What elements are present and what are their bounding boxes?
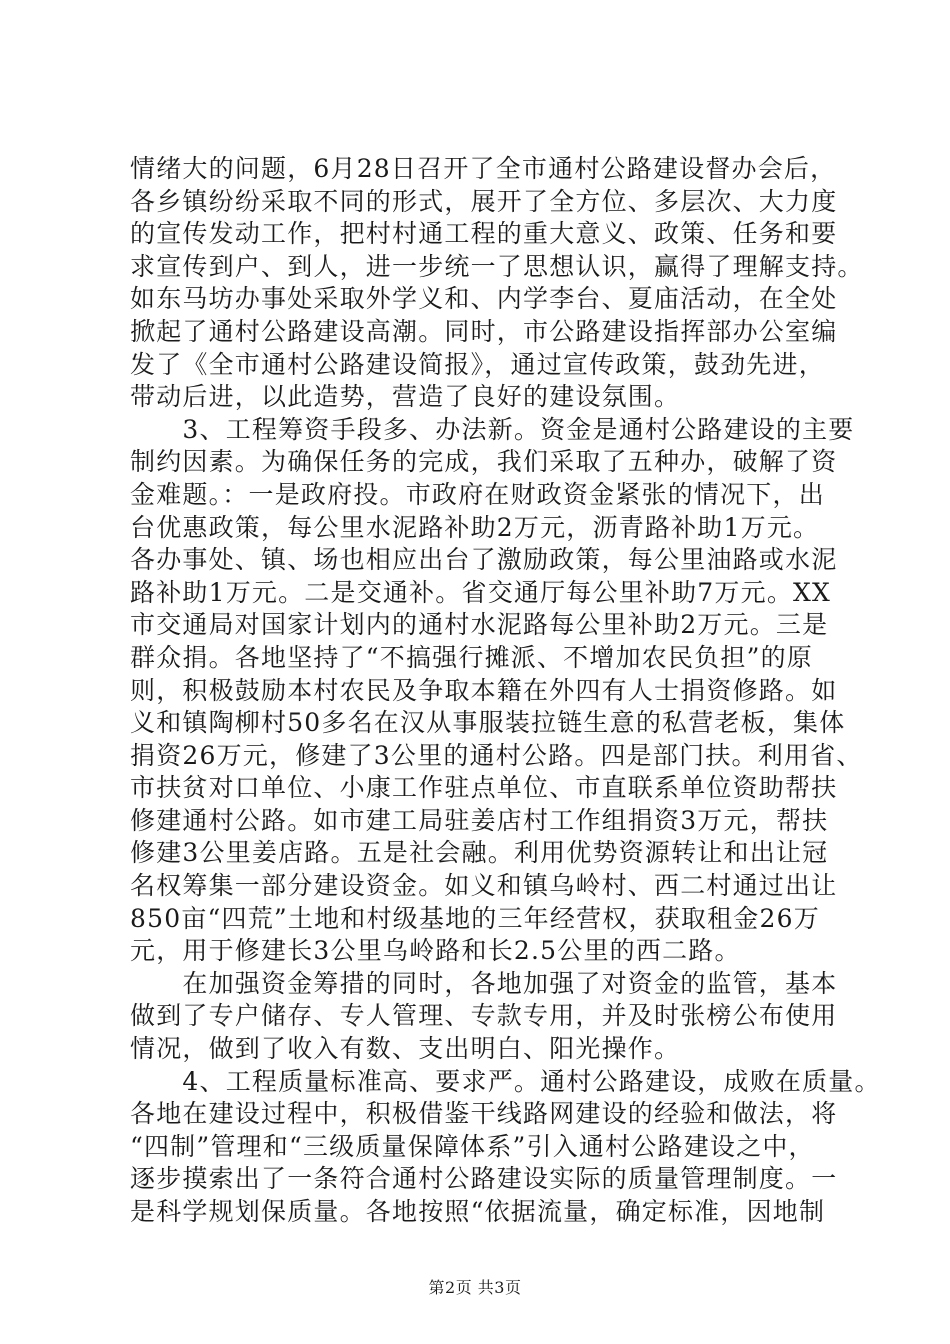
text-line: 各办事处、镇、场也相应出台了激励政策，每公里油路或水泥 bbox=[130, 545, 838, 575]
text-line: 各乡镇纷纷采取不同的形式，展开了全方位、多层次、大力度 bbox=[130, 186, 838, 216]
text-line: 3、工程筹资手段多、办法新。资金是通村公路建设的主要 bbox=[130, 414, 855, 444]
text-line: 做到了专户储存、专人管理、专款专用，并及时张榜公布使用 bbox=[130, 1001, 838, 1031]
text-line: 是科学规划保质量。各地按照“依据流量，确定标准，因地制 bbox=[130, 1197, 826, 1226]
text-line: 情况，做到了收入有数、支出明白、阳光操作。 bbox=[130, 1034, 681, 1064]
text-line: “四制”管理和“三级质量保障体系”引入通村公路建设之中， bbox=[130, 1131, 815, 1161]
text-line: 金难题。：一是政府投。市政府在财政资金紧张的情况下，出 bbox=[130, 479, 825, 509]
text-line: 的宣传发动工作，把村村通工程的重大意义、政策、任务和要 bbox=[130, 219, 838, 249]
text-line: 群众捐。各地坚持了“不搞强行摊派、不增加农民负担”的原 bbox=[130, 642, 813, 672]
text-line: 则，积极鼓励本村农民及争取本籍在外四有人士捐资修路。如 bbox=[130, 675, 838, 705]
text-line: 修建通村公路。如市建工局驻姜店村工作组捐资3万元，帮扶 bbox=[130, 805, 829, 835]
text-line: 市交通局对国家计划内的通村水泥路每公里补助2万元。三是 bbox=[130, 610, 829, 640]
text-line: 路补助1万元。二是交通补。省交通厅每公里补助7万元。XX bbox=[130, 577, 832, 607]
body-text bbox=[130, 153, 881, 1229]
text-line: 义和镇陶柳村50多名在汉从事服装拉链生意的私营老板，集体 bbox=[130, 708, 846, 738]
text-line: 850亩“四荒”土地和村级基地的三年经营权，获取租金26万 bbox=[130, 903, 820, 933]
text-line: 修建3公里姜店路。五是社会融。利用优势资源转让和出让冠 bbox=[130, 838, 829, 868]
text-line: 情绪大的问题，6月28日召开了全市通村公路建设督办会后， bbox=[130, 154, 837, 183]
page-footer: 第2页 共3页 bbox=[428, 1278, 522, 1297]
text-line: 如东马坊办事处采取外学义和、内学李台、夏庙活动，在全处 bbox=[130, 284, 838, 314]
text-line: 逐步摸索出了一条符合通村公路建设实际的质量管理制度。一 bbox=[130, 1164, 838, 1194]
text-line: 元，用于修建长3公里乌岭路和长2.5公里的西二路。 bbox=[130, 936, 741, 966]
text-line: 4、工程质量标准高、要求严。通村公路建设，成败在质量。 bbox=[130, 1066, 881, 1096]
text-line: 带动后进，以此造势，营造了良好的建设氛围。 bbox=[130, 382, 681, 412]
text-line: 掀起了通村公路建设高潮。同时，市公路建设指挥部办公室编 bbox=[130, 316, 838, 346]
text-line: 名权筹集一部分建设资金。如义和镇乌岭村、西二村通过出让 bbox=[130, 871, 838, 901]
text-line: 市扶贫对口单位、小康工作驻点单位、市直联系单位资助帮扶 bbox=[130, 773, 838, 803]
text-line: 在加强资金筹措的同时，各地加强了对资金的监管，基本 bbox=[130, 968, 838, 998]
text-line: 制约因素。为确保任务的完成，我们采取了五种办，破解了资 bbox=[130, 447, 838, 477]
text-line: 台优惠政策，每公里水泥路补助2万元，沥青路补助1万元。 bbox=[130, 512, 820, 542]
text-line: 各地在建设过程中，积极借鉴干线路网建设的经验和做法，将 bbox=[130, 1099, 838, 1129]
text-line: 捐资26万元，修建了3公里的通村公路。四是部门扶。利用省、 bbox=[130, 740, 863, 770]
text-line: 发了《全市通村公路建设简报》，通过宣传政策，鼓劲先进， bbox=[130, 349, 825, 379]
text-line: 求宣传到户、到人，进一步统一了思想认识，赢得了理解支持。 bbox=[130, 251, 864, 281]
